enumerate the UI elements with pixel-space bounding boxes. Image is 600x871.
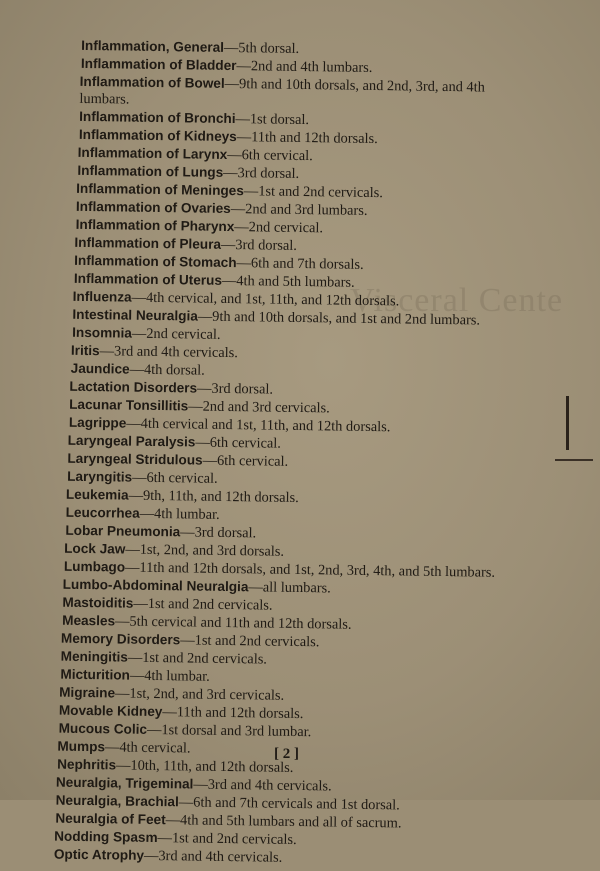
entry-definition: 1st and 2nd cervicals. <box>142 649 268 668</box>
entry-term: Inflammation of Kidneys <box>78 126 237 145</box>
entry-term: Memory Disorders <box>60 630 181 648</box>
entry-definition: 9th and 10th dorsals, and 2nd, 3rd, and 4th lumbars. <box>79 76 485 108</box>
entry-definition: 1st dorsal. <box>249 111 310 129</box>
entry-term: Intestinal Neuralgia <box>72 306 198 324</box>
entry-definition: all lumbars. <box>262 579 331 597</box>
entry-definition: 6th cervical. <box>241 147 313 165</box>
entry-separator: — <box>224 75 240 93</box>
entry-separator: — <box>131 289 147 306</box>
entry-term: Lagrippe <box>68 414 127 431</box>
entry-separator: — <box>99 343 115 360</box>
entry-separator: — <box>193 776 208 793</box>
entry-definition: 5th cervical and 11th and 12th dorsals. <box>129 613 352 633</box>
entry-term: Inflammation of Uterus <box>73 270 223 288</box>
entry-separator: — <box>223 39 239 57</box>
entry-term: Nodding Spasm <box>54 828 158 846</box>
entry-separator: — <box>202 452 218 469</box>
entry-separator: — <box>223 164 238 182</box>
entry-definition: 4th cervical, and 1st, 11th, and 12th dorsals. <box>145 289 400 310</box>
entry-separator: — <box>114 613 130 630</box>
entry-definition: 11th and 12th dorsals, and 1st, 2nd, 3rd, 4th, and 5th lumbars. <box>139 559 496 581</box>
entry-definition: 1st and 2nd cervicals. <box>147 595 273 614</box>
entry-term: Leucorrhea <box>65 504 140 521</box>
entry-definition: 2nd and 3rd lumbars. <box>245 201 368 219</box>
entry-separator: — <box>128 487 144 504</box>
entry-separator: — <box>221 272 237 290</box>
entry-definition: 4th lumbar. <box>153 505 220 523</box>
entry-separator: — <box>133 595 148 612</box>
entry-separator: — <box>248 579 263 596</box>
entry-term: Lock Jaw <box>64 540 126 557</box>
entry-separator: — <box>129 361 145 378</box>
entry-separator: — <box>236 58 252 75</box>
entry-separator: — <box>180 524 195 541</box>
entry-separator: — <box>165 812 181 829</box>
entry-separator: — <box>230 201 246 218</box>
entry-definition: 4th cervical and 1st, 11th, and 12th dorsals. <box>140 415 391 436</box>
entry-separator: — <box>236 129 252 146</box>
entry-definition: 6th cervical. <box>216 452 289 470</box>
entry-separator: — <box>124 559 140 576</box>
entry-definition: 10th, 11th, and 12th dorsals. <box>130 757 294 776</box>
entry-separator: — <box>115 757 131 774</box>
entry-term: Lumbago <box>63 558 126 575</box>
entry-separator: — <box>162 704 177 721</box>
entry-term: Inflammation of Bronchi <box>79 108 236 127</box>
entry-separator: — <box>146 721 162 739</box>
entry-separator: — <box>114 685 130 702</box>
entry-definition: 3rd and 4th cervicals. <box>158 848 283 866</box>
entry-separator: — <box>143 847 159 865</box>
entry-term: Lacunar Tonsillitis <box>69 396 189 414</box>
entry-term: Influenza <box>72 288 132 305</box>
entry-definition: 1st and 2nd cervicals. <box>258 183 384 202</box>
entry-term: Inflammation of Stomach <box>74 252 237 271</box>
entry-term: Optic Atrophy <box>53 846 145 863</box>
entry-definition: 11th and 12th dorsals. <box>176 704 304 723</box>
spinal-centers-list <box>0 36 600 871</box>
entry-separator: — <box>196 380 212 397</box>
entry-definition: 1st, 2nd, and 3rd cervicals. <box>129 685 285 704</box>
entry-separator: — <box>243 183 259 200</box>
entry-term: Mastoiditis <box>62 594 134 611</box>
page-number: [ 2 ] <box>274 746 299 762</box>
entry-term: Iritis <box>70 342 100 359</box>
entry-definition: 4th and 5th lumbars and all of sacrum. <box>179 812 402 832</box>
entry-term: Migraine <box>59 684 116 701</box>
entry-separator: — <box>104 739 120 756</box>
entry-term: Nephritis <box>57 756 117 773</box>
entry-separator: — <box>236 255 252 272</box>
entry-definition: 3rd and 4th cervicals. <box>113 343 239 362</box>
entry-separator: — <box>131 325 147 342</box>
entry-separator: — <box>126 415 141 432</box>
entry-term: Inflammation of Larynx <box>77 144 228 162</box>
entry-definition: 4th and 5th lumbars. <box>236 273 355 291</box>
entry-term: Micturition <box>60 666 131 683</box>
entry-separator: — <box>129 667 145 684</box>
entry-definition: 3rd dorsal. <box>194 524 257 542</box>
entry-term: Lumbo-Abdominal Neuralgia <box>62 576 249 595</box>
entry-separator: — <box>178 794 194 811</box>
entry-term: Inflammation of Bowel <box>79 73 225 91</box>
entry-separator: — <box>125 541 140 558</box>
entry-term: Inflammation of Ovaries <box>75 198 231 217</box>
entry-separator: — <box>227 146 242 164</box>
entry-term: Laryngitis <box>67 468 133 485</box>
bleed-through-text: Visceral Cente <box>350 282 564 319</box>
entry-term: Laryngeal Paralysis <box>67 432 196 450</box>
entry-definition: 1st, 2nd, and 3rd dorsals. <box>139 541 285 560</box>
entry-term: Inflammation of Bladder <box>80 55 237 74</box>
entry-definition: 1st and 2nd cervicals. <box>171 830 297 848</box>
entry-definition: 2nd and 3rd cervicals. <box>202 398 330 417</box>
entry-definition: 3rd dorsal. <box>237 165 300 182</box>
entry-separator: — <box>197 308 213 325</box>
entry-term: Meningitis <box>60 648 128 665</box>
entry-separator: — <box>220 236 236 254</box>
entry-definition: 3rd and 4th cervicals. <box>207 776 332 795</box>
entry-term: Neuralgia, Brachial <box>55 792 179 810</box>
entry-definition: 9th, 11th, and 12th dorsals. <box>142 487 299 506</box>
entry-term: Leukemia <box>65 486 129 503</box>
entry-term: Mumps <box>57 738 106 755</box>
entry-separator: — <box>235 111 251 128</box>
entry-term: Mucous Colic <box>58 720 148 737</box>
entry-separator: — <box>157 830 173 847</box>
entry-definition: 11th and 12th dorsals. <box>251 129 378 148</box>
entry-separator: — <box>139 505 155 522</box>
entry-definition: 3rd dorsal. <box>235 237 298 254</box>
entry-definition: 1st and 2nd cervicals. <box>194 632 320 651</box>
entry-term: Laryngeal Stridulous <box>67 450 203 468</box>
entry-term: Inflammation, General <box>81 37 225 55</box>
entry-separator: — <box>180 632 195 649</box>
entry-separator: — <box>234 219 249 236</box>
entry-definition: 6th and 7th cervicals and 1st dorsal. <box>193 794 400 814</box>
entry-definition: 9th and 10th dorsals, and 1st and 2nd lumbars. <box>212 308 481 329</box>
entry-term: Jaundice <box>70 360 130 377</box>
entry-definition: 6th and 7th dorsals. <box>250 255 364 273</box>
entry-definition: 4th cervical. <box>119 739 191 757</box>
entry-term: Movable Kidney <box>58 702 163 720</box>
entry-definition: 4th lumbar. <box>144 667 210 685</box>
entry-definition: 6th cervical. <box>209 434 282 452</box>
entry-term: Inflammation of Pleura <box>74 234 222 252</box>
entry-term: Neuralgia, Trigeminal <box>55 774 194 792</box>
entry-separator: — <box>188 398 203 415</box>
entry-definition: 2nd and 4th lumbars. <box>250 58 373 76</box>
entry-term: Neuralgia of Feet <box>55 810 166 828</box>
entry-definition: 6th cervical. <box>146 469 218 487</box>
entry-term: Inflammation of Pharynx <box>75 216 235 235</box>
entry-definition: 3rd dorsal. <box>211 380 274 398</box>
entry-definition: 5th dorsal. <box>238 40 300 57</box>
entry-definition: 2nd cervical. <box>146 325 221 343</box>
entry-term: Inflammation of Meninges <box>76 180 244 199</box>
entry-term: Lobar Pneumonia <box>65 522 181 540</box>
entry-term: Insomnia <box>72 324 132 341</box>
entry-separator: — <box>127 649 143 666</box>
entry-definition: 1st dorsal and 3rd lumbar. <box>161 722 312 741</box>
entry-term: Inflammation of Lungs <box>77 162 224 180</box>
entry-definition: 4th dorsal. <box>143 361 205 379</box>
entry-separator: — <box>132 469 147 486</box>
entry-definition: 2nd cervical. <box>248 219 324 237</box>
entry-separator: — <box>195 434 210 451</box>
entry-term: Lactation Disorders <box>69 378 198 396</box>
entry-term: Measles <box>62 612 116 629</box>
